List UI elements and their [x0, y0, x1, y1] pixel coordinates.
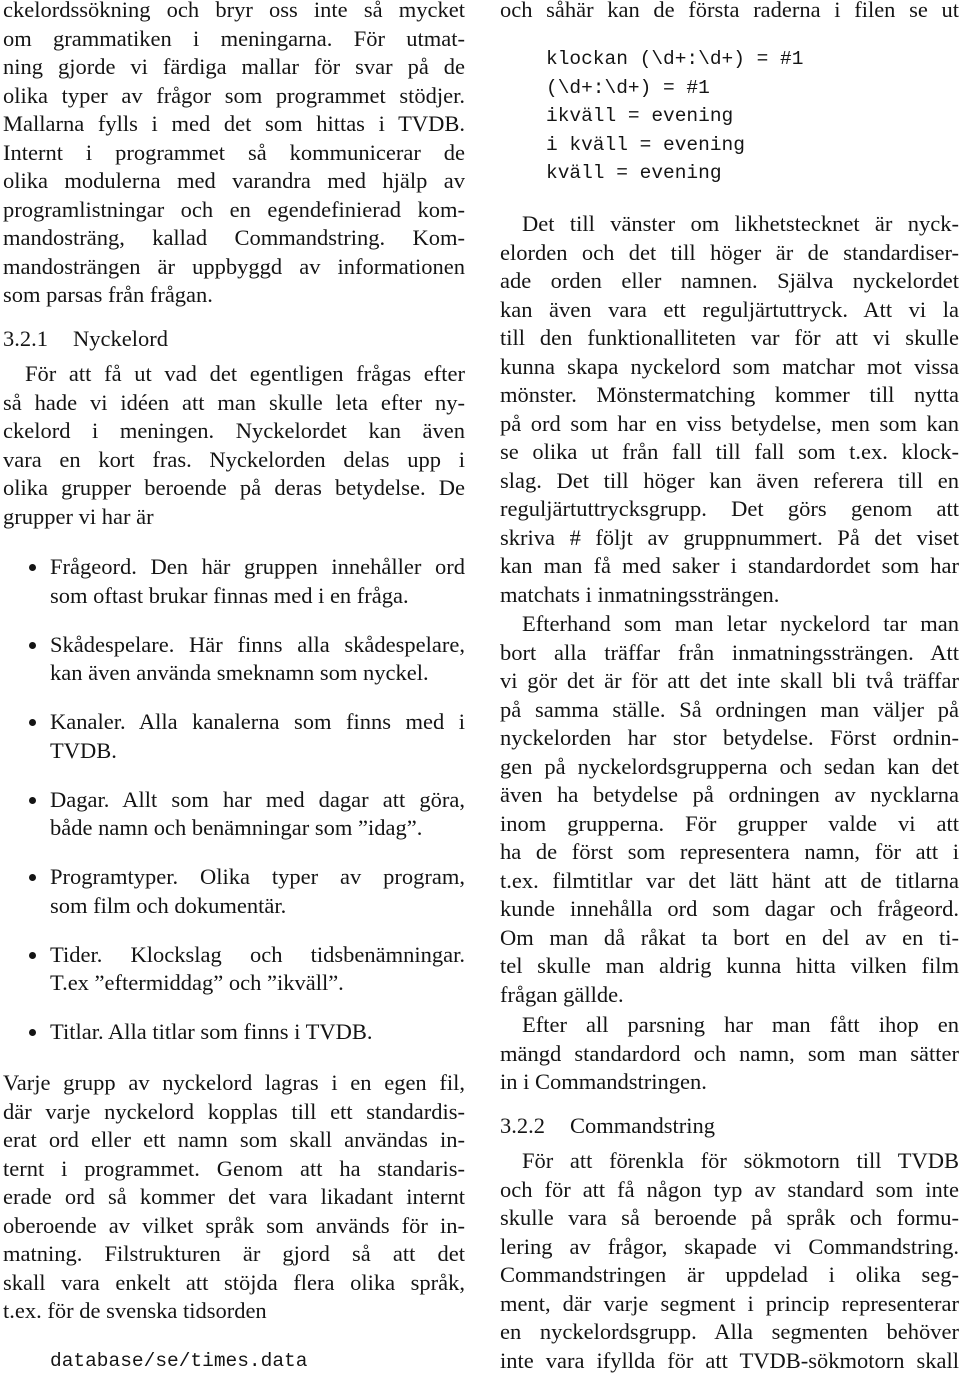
code-line: (\d+:\d+) = #1 [546, 76, 710, 99]
text-line: kunna skapa nyckelord som matchar mot vissa [500, 353, 959, 379]
text-line: Om man då råkat ta bort en del av en ti- [500, 924, 959, 950]
text-line: Commandstringen är uppdelad i olika seg- [500, 1262, 959, 1287]
text-line: matchats i inmatningssträngen. [500, 581, 780, 607]
list-item [3, 941, 465, 998]
text-line: För att förenkla för sökmotorn till TVDB [522, 1148, 959, 1173]
text-line: elorden och det till höger är de standardiser- [500, 239, 959, 265]
list-item [3, 863, 465, 920]
code-line: ikväll = evening [546, 105, 734, 127]
text-line: Det till vänster om likhetstecknet är nyck- [522, 211, 959, 236]
text-line: ternt i programmet. Genom att ha standaris- [3, 1155, 465, 1181]
bullet-icon [29, 642, 36, 649]
text-line: ckelord i meningen. Nyckelordet kan även [3, 418, 465, 443]
text-line: Skådespelare. Här finns alla skådespelare, [50, 631, 465, 657]
text-line: kan även använda smeknamn som nyckel. [50, 660, 429, 685]
section-number: 3.2.1 [3, 325, 48, 351]
section-number: 3.2.2 [500, 1112, 545, 1138]
text-line: in i Commandstringen. [500, 1069, 707, 1094]
text-line: inom grupperna. För grupper valde vi att [500, 810, 959, 836]
text-line: om grammatiken i meningarna. För utmat- [3, 25, 465, 51]
text-line: t.ex. för de svenska tidsorden [3, 1298, 267, 1323]
code-line: kväll = evening [546, 162, 722, 184]
paragraph-intro [3, 0, 465, 310]
paragraph-commandstring [500, 1147, 959, 1375]
file-example-code-block [500, 45, 959, 188]
list-item [3, 631, 465, 688]
text-line: ment, där varje segment i princip representerar [500, 1290, 959, 1316]
text-line: Titlar. Alla titlar som finns i TVDB. [50, 1019, 373, 1044]
paragraph-nyckelord [3, 360, 465, 531]
text-line: ha de först som representera namn, för att i [500, 839, 959, 864]
text-line: som film och dokumentär. [50, 892, 287, 918]
text-line: tel skulle man aldrig kunna hitta vilken film [500, 953, 959, 978]
text-line: se olika ut från fall till fall som t.ex. klock- [500, 439, 959, 464]
text-line: Mallarna fylls i med det som hittas i TVDB. [3, 111, 465, 136]
bullet-icon [29, 952, 36, 959]
text-line: och såhär kan de första raderna i filen se ut [500, 0, 959, 22]
text-line: t.ex. filmtitlar var det lätt hänt att de titlarna [500, 867, 959, 893]
paragraph-order [500, 610, 959, 1009]
text-line: frågan gällde. [500, 981, 624, 1007]
text-line: mängd standardord och namn, som man sätter [500, 1040, 959, 1066]
text-line: nyckelorden har stor betydelse. Först ordnin- [500, 725, 959, 750]
text-line: mönster. Mönstermatching kommer till nytta [500, 382, 959, 407]
bullet-icon [29, 1029, 36, 1036]
text-line: erade ord så kommer det vara likadant internt [3, 1184, 465, 1209]
list-item [3, 786, 465, 843]
text-line: Programtyper. Olika typer av program, [50, 864, 465, 889]
text-line: matning. Filstrukturen är gjord så att det [3, 1241, 465, 1266]
text-line: grupper vi har är [3, 503, 154, 529]
text-line: vi gör det är för att det inte skall bli två träffar [500, 668, 959, 693]
bullet-icon [29, 797, 36, 804]
list-item [3, 1018, 465, 1047]
text-line: till den funktionalliteten var för att vi skulle [500, 325, 959, 350]
bullet-icon [29, 564, 36, 571]
list-item [3, 553, 465, 610]
keyword-group-list [3, 553, 465, 1047]
code-line: i kväll = evening [546, 133, 745, 156]
text-line: programlistningar och en egendefinierad kom- [3, 196, 465, 222]
text-line: på ord som har en viss betydelse, men som kan [500, 410, 959, 436]
text-line: Tider. Klockslag och tidsbenämningar. [50, 941, 465, 967]
text-line: inte vara ifyllda för att TVDB-sökmotorn skall [500, 1347, 959, 1373]
section-heading [3, 325, 465, 354]
text-line: som oftast brukar finnas med i en fråga. [50, 582, 409, 608]
text-line: vara en kort fras. Nyckelorden delas upp i [3, 446, 465, 472]
section-title: Nyckelord [73, 325, 168, 351]
text-line: Dagar. Allt som har med dagar att göra, [50, 786, 465, 812]
text-line: kan även vara ett reguljärtuttryck. Att vi la [500, 296, 959, 322]
text-line: Kanaler. Alla kanalerna som finns med i [50, 709, 465, 734]
paragraph-parsing [500, 1011, 959, 1097]
text-line: reguljärtuttrycksgrupp. Det görs genom att [500, 496, 959, 521]
text-line: olika modulerna med varandra med hjälp av [3, 168, 465, 193]
text-line: och för att få någon typ av standard som inte [500, 1176, 959, 1202]
text-line: Efterhand som man letar nyckelord tar man [522, 611, 959, 636]
text-line: erat ord eller ett namn som skall användas in- [3, 1127, 465, 1152]
text-line: mandosträngen är uppbyggd av informationen [3, 253, 465, 279]
text-line: en nyckelordsgrupp. Alla segmenten behöver [500, 1319, 959, 1344]
text-line: Varje grupp av nyckelord lagras i en egen fil, [3, 1070, 465, 1095]
text-line: olika grupper beroende på deras betydelse. De [3, 475, 465, 500]
text-line: gen på nyckelordsgrupperna och sedan kan det [500, 753, 959, 779]
text-line: både namn och benämningar som ”idag”. [50, 815, 423, 840]
paragraph-regex [500, 210, 959, 609]
text-line: ning gjorde vi färdiga mallar för svar på de [3, 54, 465, 79]
text-line: olika typer av frågor som programmet stödjer. [3, 82, 465, 108]
text-line: T.ex ”eftermiddag” och ”ikväll”. [50, 970, 344, 995]
text-line: mandosträng, kallad Commandstring. Kom- [3, 225, 465, 250]
text-line: så hade vi idéen att man skulle leta efter ny- [3, 389, 465, 415]
paragraph-files [3, 1069, 465, 1326]
text-line: som parsas från frågan. [3, 282, 213, 307]
text-line: där varje nyckelord kopplas till ett standardis- [3, 1098, 465, 1124]
text-line: kan man få med saker i standardordet som har [500, 553, 959, 578]
text-line: skulle vara så beroende på språk och formu- [500, 1205, 959, 1230]
text-line: TVDB. [50, 737, 117, 763]
section-heading [500, 1112, 959, 1141]
text-line: bort alla träffar från inmatningssträngen. Att [500, 639, 959, 665]
text-line: skall vara enkelt att stöjda flera olika språk, [3, 1269, 465, 1295]
bullet-icon [29, 874, 36, 881]
section-title: Commandstring [570, 1112, 715, 1138]
bullet-icon [29, 719, 36, 726]
right-column [500, 0, 959, 1375]
text-line: lering av frågor, skapade vi Commandstring. [500, 1233, 959, 1259]
list-item [3, 708, 465, 765]
file-path: database/se/times.data [50, 1349, 308, 1372]
left-column [3, 0, 465, 1375]
text-line: Internt i programmet så kommunicerar de [3, 139, 465, 165]
text-line: För att få ut vad det egentligen frågas efter [25, 361, 465, 386]
text-line: ckelordssökning och bryr oss inte så mycket [3, 0, 465, 22]
code-line: klockan (\d+:\d+) = #1 [546, 48, 804, 70]
text-line: på samma ställe. Så ordningen man väljer på [500, 696, 959, 722]
text-line: oberoende av vilket språk som används för in- [3, 1212, 465, 1238]
text-line: skriva # följt av gruppnummert. På det viset [500, 524, 959, 550]
text-line: Frågeord. Den här gruppen innehåller ord [50, 554, 465, 579]
text-line: kunde innehålla ord som dagar och frågeord. [500, 896, 959, 921]
text-line: Efter all parsning har man fått ihop en [522, 1012, 959, 1037]
text-line: ade orden eller namnen. Själva nyckelordet [500, 268, 959, 293]
text-line: även ha betydelse på ordningen av nycklarna [500, 782, 959, 807]
text-line: slag. Det till höger kan även referera till en [500, 467, 959, 493]
